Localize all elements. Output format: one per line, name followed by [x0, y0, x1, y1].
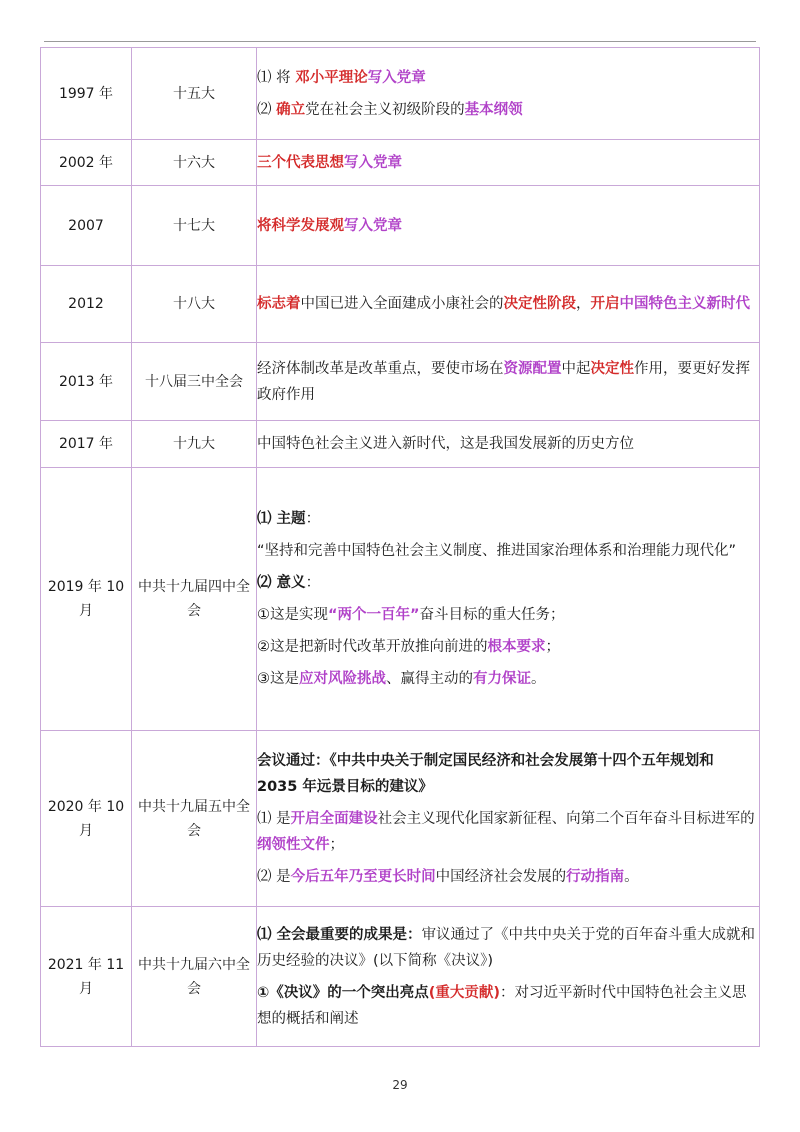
text-run: 党在社会主义初级阶段的: [305, 101, 465, 118]
text-run: 决定性阶段: [503, 296, 576, 312]
text-run: 有力保证: [473, 671, 531, 687]
content-line: [257, 431, 759, 457]
content-cell: [257, 907, 760, 1047]
text-run: 会议通过：《中共中央关于制定国民经济和社会发展第十四个五年规划和 2035 年远景目标的建议》: [257, 752, 714, 795]
text-run: 写入党章: [344, 217, 402, 234]
text-run: 中国特色社会主义进入新时代，这是我国发展新的历史方位: [257, 436, 634, 452]
timeline-table: [40, 47, 760, 1047]
text-run: 社会主义现代化国家新征程、向第二个百年奋斗目标进军的: [377, 810, 755, 827]
text-run: 奋斗目标的重大任务；: [419, 607, 565, 623]
content-line: [257, 506, 759, 532]
session-cell: 十八届三中全会: [132, 343, 257, 421]
content-cell: [257, 186, 760, 266]
content-line: [257, 291, 759, 317]
text-run: ；: [545, 639, 560, 655]
text-run: ②这是把新时代改革开放推向前进的: [257, 639, 488, 655]
year-cell: 2013 年: [41, 343, 132, 421]
text-run: “两个一百年”: [328, 607, 420, 623]
text-run: ①这是实现: [257, 607, 328, 623]
text-run: 行动指南: [566, 868, 625, 885]
text-run: ⑴ 是: [257, 810, 291, 827]
year-cell: 2019 年 10 月: [41, 468, 132, 731]
table-row: [41, 140, 760, 186]
year-cell: 2020 年 10 月: [41, 731, 132, 907]
text-run: 标志着: [257, 296, 301, 312]
text-run: “坚持和完善中国特色社会主义制度、推进国家治理体系和治理能力现代化”: [257, 543, 737, 559]
session-cell: 十五大: [132, 48, 257, 140]
text-run: ⑴ 主题: [257, 511, 306, 527]
text-run: 今后五年乃至更长时间: [290, 868, 436, 885]
content-cell: [257, 343, 760, 421]
content-line: [257, 666, 759, 692]
text-run: ⑴ 将: [257, 69, 296, 86]
table-row: [41, 266, 760, 343]
text-run: 。: [624, 868, 639, 885]
content-line: [257, 980, 759, 1032]
text-run: ：: [305, 575, 321, 591]
content-line: [257, 97, 759, 123]
table-row: [41, 731, 760, 907]
content-line: [257, 864, 759, 890]
text-run: ⑴ 全会最重要的成果是：: [257, 926, 422, 943]
session-cell: 十八大: [132, 266, 257, 343]
text-run: 、赢得主动的: [386, 671, 473, 687]
year-cell: 2007: [41, 186, 132, 266]
content-cell: [257, 140, 760, 186]
text-run: 决定性: [590, 360, 634, 377]
text-run: ，: [576, 296, 591, 312]
text-run: 基本纲领: [464, 101, 523, 118]
year-cell: 2021 年 11 月: [41, 907, 132, 1047]
text-run: ①《决议》的一个突出亮点: [257, 984, 429, 1001]
session-cell: 十九大: [132, 421, 257, 468]
content-line: [257, 356, 759, 408]
year-cell: 2017 年: [41, 421, 132, 468]
table-row: [41, 48, 760, 140]
text-run: 中国特色主义新时代: [619, 296, 750, 312]
content-line: [257, 570, 759, 596]
text-run: 。: [531, 671, 546, 687]
text-run: 中国已进入全面建成小康社会的: [300, 296, 504, 312]
content-line: [257, 150, 759, 176]
text-run: 应对风险挑战: [299, 671, 386, 687]
text-run: 资源配置: [503, 360, 562, 377]
table-row: [41, 186, 760, 266]
content-line: [257, 602, 759, 628]
content-line: [257, 806, 759, 858]
text-run: 根本要求: [487, 639, 546, 655]
table-row: [41, 907, 760, 1047]
text-run: 开启: [590, 296, 620, 312]
text-run: ；: [329, 836, 344, 853]
year-cell: 2012: [41, 266, 132, 343]
text-run: ③这是: [257, 671, 299, 687]
content-line: [257, 213, 759, 239]
text-run: 开启全面建设: [290, 810, 378, 827]
text-run: 审议通过了《中共中央关于党的百年奋斗重大成就和历史经验的决议》(以下简称《决议》): [257, 926, 756, 969]
text-run: 纲领性文件: [257, 836, 330, 853]
text-run: 写入党章: [367, 69, 426, 86]
session-cell: 中共十九届五中全会: [132, 731, 257, 907]
year-cell: 1997 年: [41, 48, 132, 140]
text-run: 将科学发展观: [257, 217, 344, 234]
text-run: ⑵ 是: [257, 868, 291, 885]
content-cell: [257, 421, 760, 468]
content-line: [257, 634, 759, 660]
content-line: [257, 538, 759, 564]
content-cell: [257, 731, 760, 907]
content-cell: [257, 266, 760, 343]
table-row: [41, 421, 760, 468]
table-row: [41, 343, 760, 421]
timeline-body: [41, 48, 760, 1047]
content-line: [257, 922, 759, 974]
text-run: 邓小平理论: [295, 69, 368, 86]
text-run: ⑵: [257, 101, 277, 118]
text-run: 经济体制改革是改革重点，要使市场在: [257, 360, 504, 377]
text-run: 中国经济社会发展的: [435, 868, 567, 885]
text-run: 三个代表思想: [257, 154, 344, 171]
text-run: 中起: [561, 360, 591, 377]
session-cell: 十七大: [132, 186, 257, 266]
content-line: [257, 748, 759, 800]
text-run: ⑵ 意义: [257, 575, 306, 591]
text-run: (重大贡献): [428, 984, 501, 1001]
text-run: 作用，要更好发挥政府作用: [257, 360, 750, 403]
text-run: 确立: [276, 101, 306, 118]
year-cell: 2002 年: [41, 140, 132, 186]
content-line: [257, 65, 759, 91]
text-run: 写入党章: [344, 154, 402, 171]
content-cell: [257, 468, 760, 731]
session-cell: 中共十九届六中全会: [132, 907, 257, 1047]
text-run: ：: [305, 511, 321, 527]
table-row: [41, 468, 760, 731]
session-cell: 中共十九届四中全会: [132, 468, 257, 731]
content-cell: [257, 48, 760, 140]
text-run: ：对习近平新时代中国特色社会主义思想的概括和阐述: [257, 984, 747, 1027]
session-cell: 十六大: [132, 140, 257, 186]
page-number: 29: [392, 1078, 408, 1092]
top-rule: [44, 41, 756, 42]
